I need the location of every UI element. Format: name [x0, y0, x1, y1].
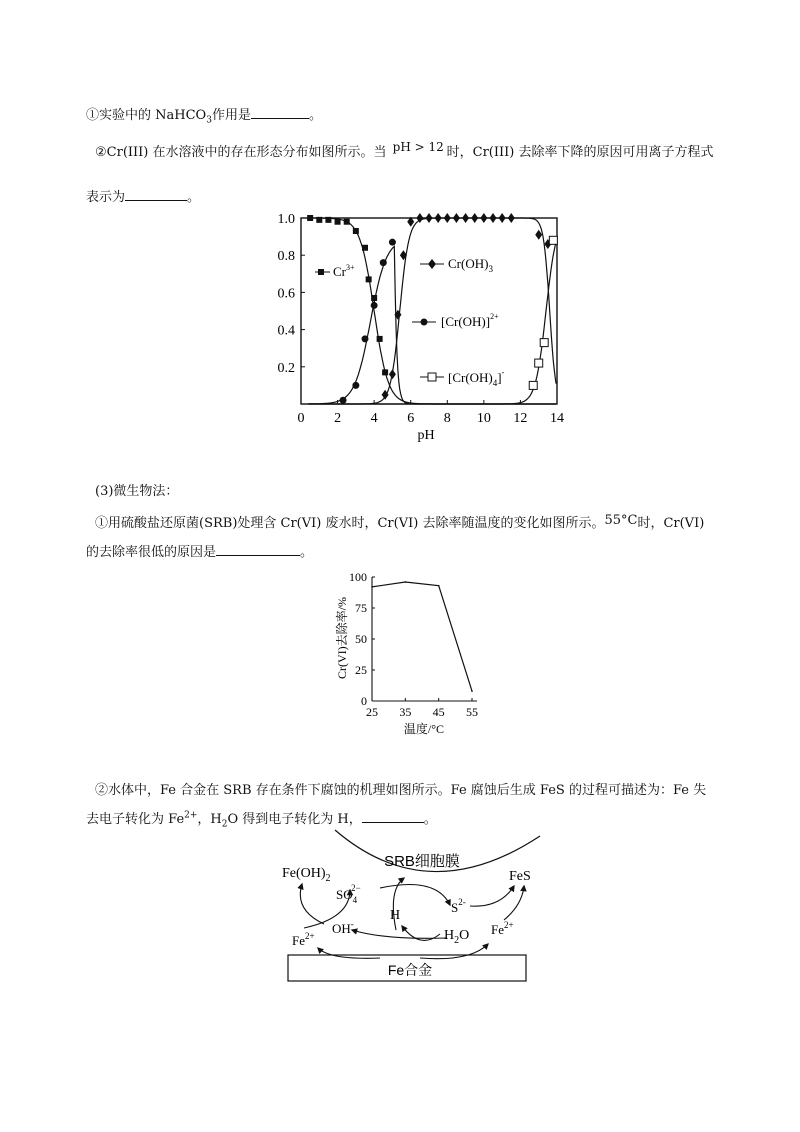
fes-label: FeS — [509, 869, 531, 884]
fe-alloy-label: Fe合金 — [387, 962, 433, 978]
question-3-line-2: 的去除率很低的原因是 。 — [86, 545, 314, 560]
x-tick-label: 55 — [466, 705, 478, 719]
section-3-title: (3)微生物法： — [95, 484, 179, 499]
fe2-left-label: $Fe^{2+}$ — [292, 931, 315, 948]
x-tick-label: 12 — [513, 411, 528, 426]
x-tick-label: 14 — [550, 411, 564, 426]
question-3: ①用硫酸盐还原菌(SRB)处理含 Cr(VI) 废水时，Cr(VI) 去除率随温度的变化如图所示。55°C时，Cr(VI) — [95, 513, 705, 531]
question-1: ①实验中的 NaHCO$_3$作用是 。 — [86, 108, 322, 126]
y-tick-label: 0.2 — [277, 360, 295, 376]
y-tick-label: 0 — [361, 694, 367, 708]
question-2: ②Cr(III) 在水溶液中的存在形态分布如图所示。当 pH > 12 时，Cr(III) 去除率下降的原因可用离子方程式 — [95, 140, 714, 160]
x-axis-label: pH — [417, 428, 435, 443]
question-4: ②水体中，Fe 合金在 SRB 存在条件下腐蚀的机理如图所示。Fe 腐蚀后生成 FeS 的过程可描述为：Fe 失 — [95, 783, 707, 798]
question-2-line-2: 表示为 。 — [86, 190, 201, 205]
x-tick-label: 4 — [370, 411, 378, 426]
x-axis-label: 温度/°C — [403, 722, 445, 736]
x-tick-label: 8 — [443, 411, 451, 426]
y-tick-label: 100 — [349, 570, 367, 584]
fe2-right-label: $Fe^{2+}$ — [491, 920, 514, 937]
x-tick-label: 0 — [297, 411, 305, 426]
y-tick-label: 1.0 — [277, 212, 295, 227]
x-tick-label: 2 — [334, 411, 342, 426]
y-tick-label: 25 — [355, 663, 367, 677]
x-tick-label: 25 — [366, 705, 378, 719]
y-tick-label: 0.8 — [277, 249, 295, 265]
y-tick-label: 75 — [355, 601, 367, 615]
x-tick-label: 35 — [399, 705, 412, 719]
x-tick-label: 45 — [432, 705, 445, 719]
question-4-line-2: 去电子转化为 $Fe^{2+}$，$H_2O$ 得到电子转化为 H， 。 — [86, 810, 437, 830]
y-tick-label: 50 — [355, 632, 367, 646]
y-axis-label: Cr(VI)去除率/% — [335, 597, 349, 679]
legend-cr3: $Cr^{3+}$ — [333, 263, 355, 279]
legend-croh3: $Cr(OH)_3$ — [448, 256, 493, 274]
ph-condition: pH > 12 — [392, 140, 444, 154]
y-tick-label: 0.6 — [277, 286, 295, 302]
h-label: H — [390, 908, 401, 923]
so4-label: $SO_42-$ — [336, 883, 361, 905]
x-tick-label: 6 — [407, 411, 415, 426]
legend-croh4minus: $[Cr(OH)_4]^-$ — [448, 368, 505, 388]
legend-croh2plus: $[Cr(OH)]^{2+}$ — [441, 312, 499, 329]
s2-label: $S^{2-}$ — [451, 897, 466, 915]
oh-label: OH- — [332, 919, 354, 936]
membrane-label: SRB细胞膜 — [384, 853, 460, 870]
y-tick-label: 0.4 — [277, 323, 295, 339]
h2o-label: $H_2O$ — [444, 928, 470, 946]
x-tick-label: 10 — [476, 411, 491, 426]
feoh2-label: $Fe(OH)_2$ — [282, 866, 331, 884]
